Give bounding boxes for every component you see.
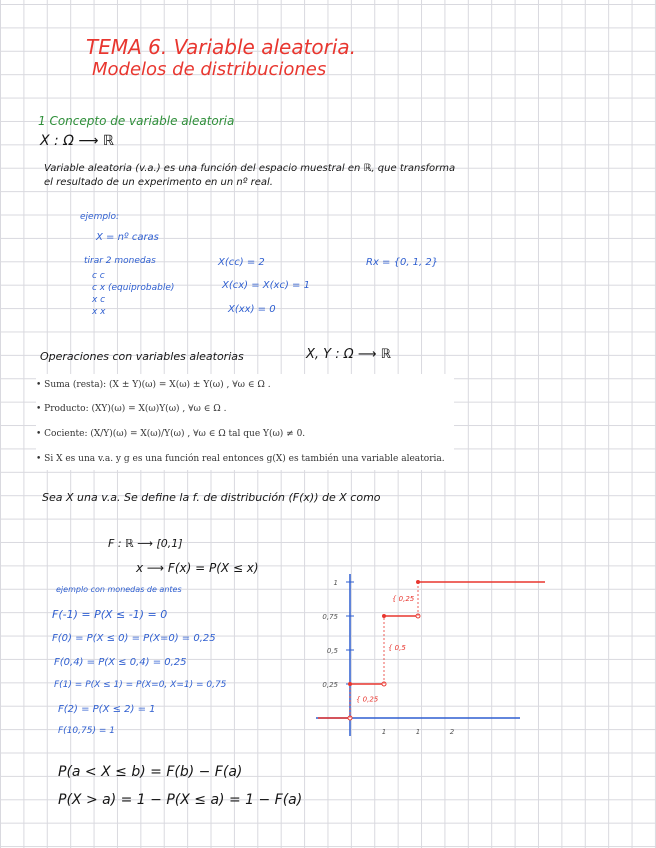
example-setup: tirar 2 monedas xyxy=(84,256,156,266)
step-point-closed xyxy=(382,614,386,618)
example-label: ejemplo: xyxy=(80,212,120,222)
bullet-item: • Suma (resta): (X ± Y)(ω) = X(ω) ± Y(ω) , ∀ω ∈ Ω . xyxy=(36,380,271,390)
example-value: X(xx) = 0 xyxy=(228,304,276,315)
page-title-line1: TEMA 6. Variable aleatoria. xyxy=(86,35,357,59)
bullet-text: Producto: (XY)(ω) = X(ω)Y(ω) , ∀ω ∈ Ω . xyxy=(44,404,227,414)
jump-label: { 0,25 xyxy=(356,695,379,704)
distribution-map-line1: F : ℝ ⟶ [0,1] xyxy=(108,537,183,550)
sample-point: x x xyxy=(92,307,106,317)
example-value: X(cx) = X(xc) = 1 xyxy=(222,280,310,291)
page-title-line2: Modelos de distribuciones xyxy=(92,59,327,80)
calc-line: F(10,75) = 1 xyxy=(58,726,115,736)
y-tick-label: 0,75 xyxy=(322,613,338,621)
distribution-intro: Sea X una v.a. Se define la f. de distribución (F(x)) de X como xyxy=(42,491,381,504)
calc-line: F(1) = P(X ≤ 1) = P(X=0, X=1) = 0,75 xyxy=(54,680,227,690)
sample-point: c c xyxy=(92,271,105,281)
example-value: X(cc) = 2 xyxy=(218,257,265,268)
sample-point: x c xyxy=(92,295,106,305)
x-tick-label: 2 xyxy=(449,728,455,736)
definition-line2: el resultado de un experimento en un nº real. xyxy=(44,177,273,188)
example-range: Rx = {0, 1, 2} xyxy=(366,257,439,268)
calc-line: F(2) = P(X ≤ 2) = 1 xyxy=(58,704,156,715)
distribution-map-line2: x ⟶ F(x) = P(X ≤ x) xyxy=(136,561,259,575)
operations-heading: Operaciones con variables aleatorias xyxy=(40,350,244,363)
calc-line: F(0,4) = P(X ≤ 0,4) = 0,25 xyxy=(54,657,187,668)
calc-line: F(-1) = P(X ≤ -1) = 0 xyxy=(52,608,168,621)
bullet-item: • Producto: (XY)(ω) = X(ω)Y(ω) , ∀ω ∈ Ω . xyxy=(36,404,227,414)
bullet-item: • Si X es una v.a. y g es una función real entonces g(X) es también una variable aleatoria. xyxy=(36,454,445,464)
bullet-item: • Cociente: (X/Y)(ω) = X(ω)/Y(ω) , ∀ω ∈ Ω tal que Y(ω) ≠ 0. xyxy=(36,429,306,439)
section1-mapping: X : Ω ⟶ ℝ xyxy=(40,133,114,149)
jump-label: { 0,5 xyxy=(388,644,406,652)
y-tick-label: 0,25 xyxy=(322,681,338,689)
y-tick-label: 0,5 xyxy=(326,647,338,655)
bullet-text: Si X es una v.a. y g es una función real entonces g(X) es también una variable aleatoria. xyxy=(44,454,445,464)
jump-label: { 0,25 xyxy=(392,595,415,604)
formula-complement: P(X > a) = 1 − P(X ≤ a) = 1 − F(a) xyxy=(58,792,303,808)
x-tick-label: 1 xyxy=(415,728,421,736)
x-tick-label: 1 xyxy=(381,728,387,736)
operations-mapping: X, Y : Ω ⟶ ℝ xyxy=(306,347,391,362)
formula-interval: P(a < X ≤ b) = F(b) − F(a) xyxy=(58,764,243,780)
step-point-closed xyxy=(348,682,352,686)
example-rule: X = nº caras xyxy=(96,232,159,243)
definition-line1: Variable aleatoria (v.a.) es una función del espacio muestral en ℝ, que transforma xyxy=(44,163,456,174)
bullet-text: Suma (resta): (X ± Y)(ω) = X(ω) ± Y(ω) , ∀ω ∈ Ω . xyxy=(44,380,271,390)
sample-point: c x (equiprobable) xyxy=(92,283,175,293)
bullet-text: Cociente: (X/Y)(ω) = X(ω)/Y(ω) , ∀ω ∈ Ω tal que Y(ω) ≠ 0. xyxy=(44,429,306,439)
coins-example-label: ejemplo con monedas de antes xyxy=(56,585,182,594)
calc-line: F(0) = P(X ≤ 0) = P(X=0) = 0,25 xyxy=(52,633,216,644)
section1-heading: 1 Concepto de variable aleatoria xyxy=(38,114,235,128)
step-point-closed xyxy=(416,580,420,584)
y-tick-label: 1 xyxy=(333,579,338,587)
